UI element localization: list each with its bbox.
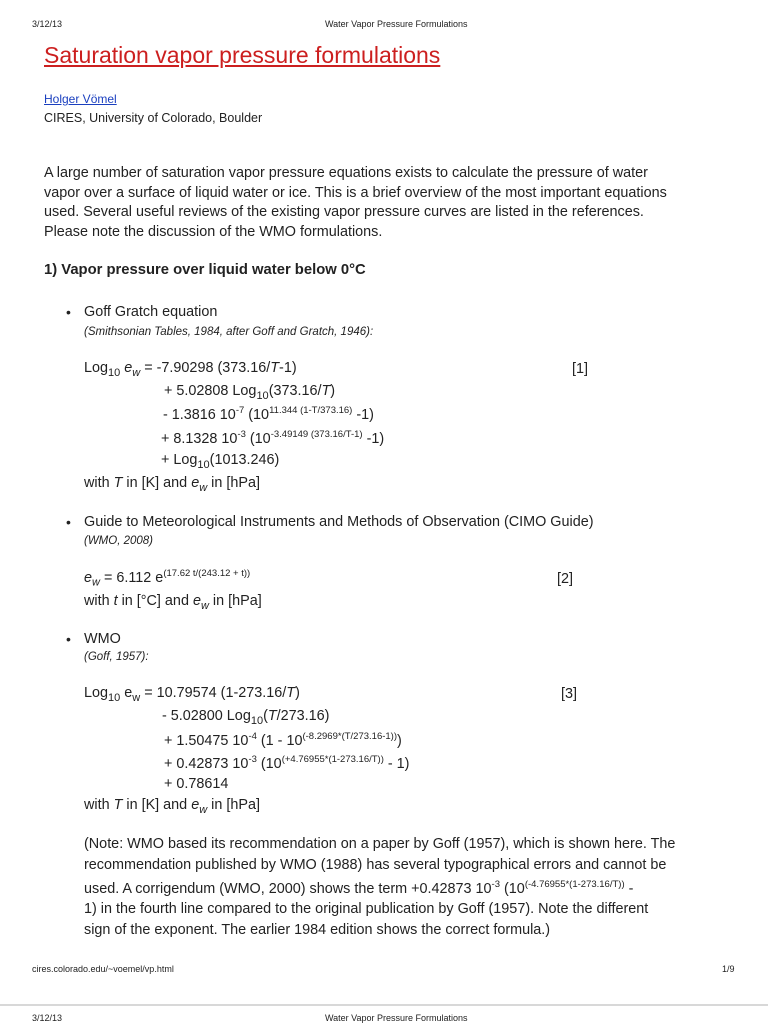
wmo-eq-line-3: + 1.50475 $10^{-4}$ $(1 - 10^{(-8.2969*(T/273.16-1))})$ [164,731,402,749]
cimo-heading: Guide to Meteorological Instruments and Methods of Observation (CIMO Guide) [84,514,594,530]
wmo-heading: WMO [84,631,121,647]
footer-url[interactable]: cires.colorado.edu/~voemel/vp.html [32,964,174,974]
wmo-note [84,834,734,940]
wmo-eq-line-2: - 5.02800 Log$_{10}$(T/273.16) [162,708,330,727]
cimo-units: with t in [°C] and $e_w$ in [hPa] [84,593,262,612]
print-date: 3/12/13 [32,19,63,29]
note-line: (Note: WMO based its recommendation on a paper by Goff (1957), which is shown here. The [84,836,676,852]
print-header-title: Water Vapor Pressure Formulations [325,19,468,29]
page-number: 1/9 [722,964,735,974]
wmo-source: (Goff, 1957): [84,651,149,663]
page-title: Saturation vapor pressure formulations [44,42,441,68]
page-separator [0,1004,768,1006]
next-page-title: Water Vapor Pressure Formulations [325,1013,468,1023]
note-line: used. A corrigendum (WMO, 2000) shows the term +0.42873 $10^{-3}$ ($10^{(-4.76955*(1-273.16/T))}$ - [84,879,634,897]
section-heading: 1) Vapor pressure over liquid water below 0°C [44,262,366,278]
goff-gratch-eq-line-1: Log$_{10}$ $e_w = -7.90298$ (373.16/T-1) [84,360,297,379]
goff-gratch-eq-line-3: - 1.3816 $10^{-7}$ ($10^{11.344 (1-T/373.16)}$ -1) [163,405,374,423]
next-page-date: 3/12/13 [32,1013,63,1023]
intro-line: A large number of saturation vapor pressure equations exists to calculate the pressure of water [44,165,648,181]
intro-line: Please note the discussion of the WMO formulations. [44,223,383,240]
note-line: 1) in the fourth line compared to the original publication by Goff (1957). Note the different [84,901,649,918]
wmo-units: with T in [K] and $e_w$ in [hPa] [84,797,260,816]
wmo-eq-line-1: Log$_{10}$ $e_w = 10.79574$ (1-273.16/T) [84,685,300,704]
goff-gratch-source: (Smithsonian Tables, 1984, after Goff and Gratch, 1946): [84,326,374,338]
bullet-dot: • [66,514,71,530]
intro-paragraph [44,164,734,242]
cimo-source: (WMO, 2008) [84,535,154,547]
goff-gratch-eq-line-5: + Log$_{10}$(1013.246) [161,452,280,471]
equation-number: [3] [561,686,577,702]
goff-gratch-eq-line-4: + 8.1328 $10^{-3}$ ($10^{-3.49149 (373.16/T-1)}$ -1) [161,429,385,447]
affiliation: CIRES, University of Colorado, Boulder [44,111,263,125]
bullet-dot: • [66,631,71,647]
wmo-eq-line-4: + 0.42873 $10^{-3}$ $(10^{(+4.76955*(1-273.16/T))} - 1)$ [164,754,410,772]
goff-gratch-units: with T in [K] and $e_w$ in [hPa] [84,475,260,494]
author-link[interactable]: Holger Vömel [44,92,117,106]
intro-line: used. Several useful reviews of the existing vapor pressure curves are listed in the references. [44,204,644,220]
cimo-eq-line-1: $e_w = 6.112$ $e^{(17.62 t/(243.12 + t))}$ [84,568,251,589]
wmo-eq-line-5: + 0.78614 [164,776,229,792]
note-line: recommendation published by WMO (1988) has several typographical errors and cannot be [84,856,667,873]
goff-gratch-heading: Goff Gratch equation [84,304,218,320]
bullet-dot: • [66,304,71,320]
note-line: sign of the exponent. The earlier 1984 edition shows the correct formula.) [84,921,551,938]
intro-line: vapor over a surface of liquid water or ice. This is a brief overview of the most important equations [44,184,667,201]
goff-gratch-eq-line-2: + 5.02808 Log$_{10}$(373.16/T) [164,383,336,402]
equation-number: [2] [557,571,573,587]
equation-number: [1] [572,361,588,377]
